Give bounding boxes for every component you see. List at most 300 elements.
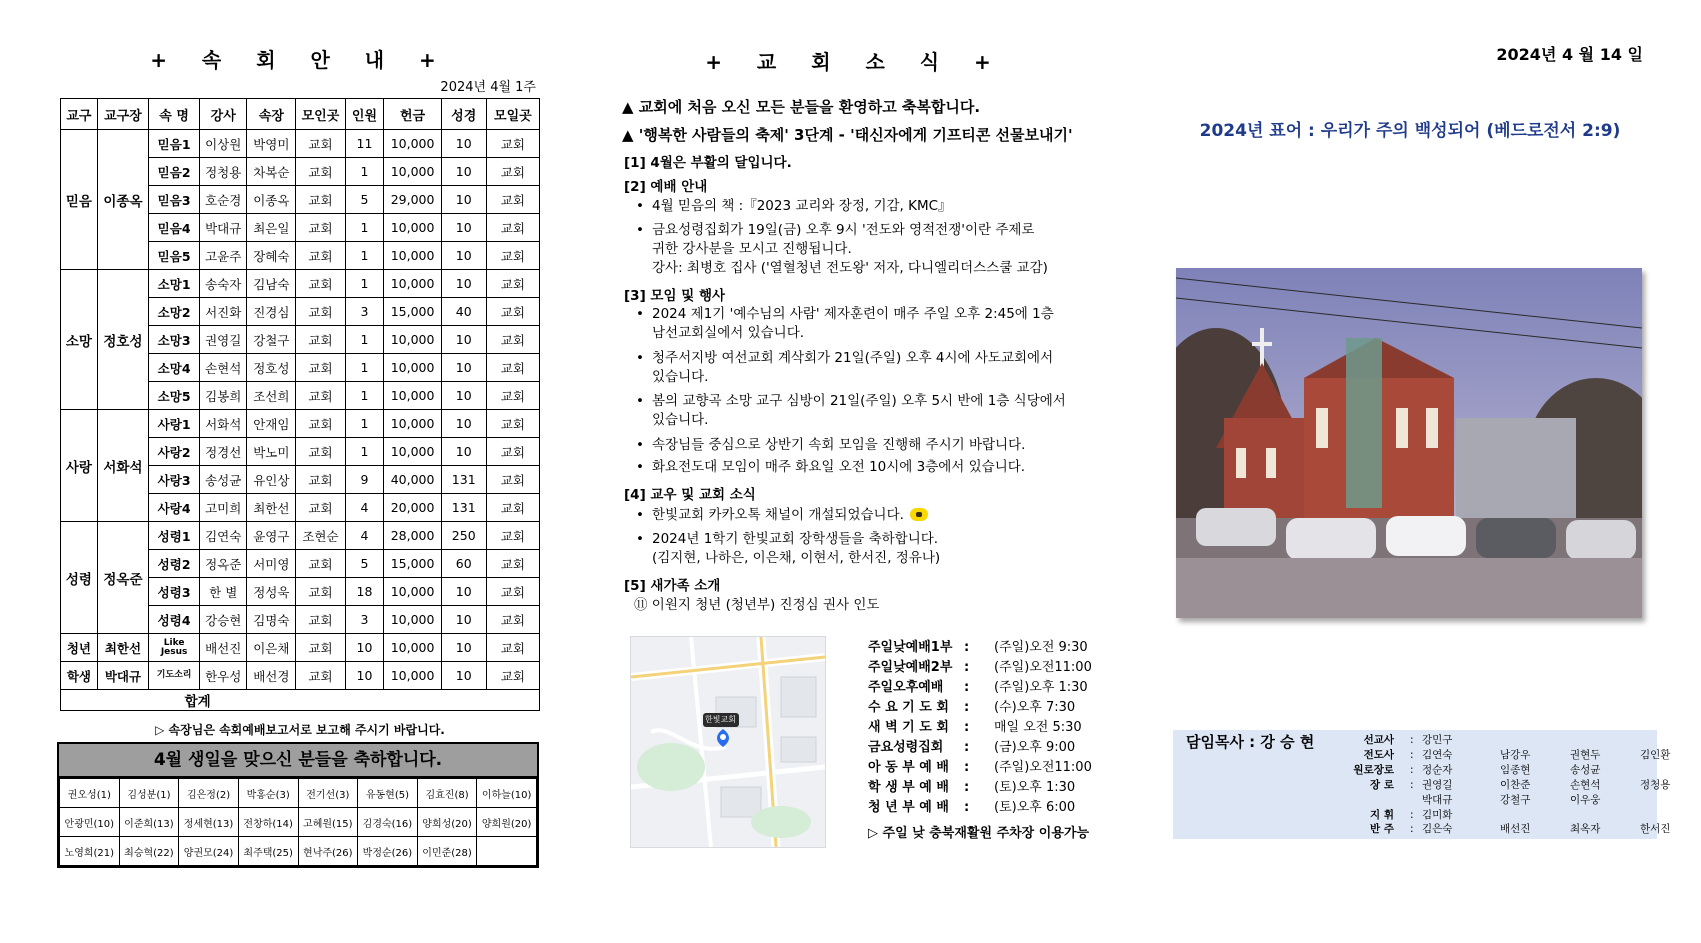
table-cell: 20,000 (384, 494, 441, 522)
table-cell: 서화석 (200, 410, 247, 438)
table-cell: 교회 (486, 634, 539, 662)
table-cell: 권영길 (200, 326, 247, 354)
table-cell: 김남숙 (247, 270, 296, 298)
church-news-title: + 교 회 소 식 + (705, 50, 1005, 74)
service-name: 수 요 기 도 회 (868, 700, 949, 715)
service-row (868, 718, 1098, 738)
service-row (868, 638, 1098, 658)
table-cell: 교회 (296, 466, 345, 494)
col-header: 강사 (200, 99, 247, 130)
table-cell: 250 (441, 522, 486, 550)
church-photo-graphic (1176, 268, 1642, 618)
service-time: (토)오후 6:00 (994, 800, 1076, 815)
table-cell: 교회 (486, 326, 539, 354)
service-time: (금)오후 9:00 (994, 740, 1076, 755)
cell-meeting-body (61, 130, 540, 711)
table-cell: 교회 (486, 242, 539, 270)
table-cell: 한우성 (200, 662, 247, 690)
table-cell: 정옥준 (200, 550, 247, 578)
district-leader: 정호성 (97, 270, 148, 410)
table-cell: 18 (345, 578, 384, 606)
table-cell: 131 (441, 494, 486, 522)
staff-name: 김미화 (1422, 809, 1453, 821)
col-header: 속장 (247, 99, 296, 130)
service-row (868, 678, 1098, 698)
table-cell: 조현순 (296, 522, 345, 550)
table-cell: 15,000 (384, 550, 441, 578)
staff-name: 정순자 (1422, 764, 1453, 776)
table-cell: 10 (441, 158, 486, 186)
church-building-photo (1176, 268, 1642, 618)
col-header: 헌금 (384, 99, 441, 130)
section-5: [5] 새가족 소개 (624, 578, 721, 594)
total-row (61, 690, 540, 711)
staff-name: 남강우 (1500, 749, 1531, 761)
service-time: (토)오후 1:30 (994, 780, 1076, 795)
birthday-name: 김경숙(16) (358, 808, 418, 837)
table-cell: 10 (441, 214, 486, 242)
table-cell: 교회 (486, 298, 539, 326)
table-cell: 성령1 (149, 522, 200, 550)
table-cell: 1 (345, 326, 384, 354)
table-cell: 손현석 (200, 354, 247, 382)
table-cell: 한 별 (200, 578, 247, 606)
col-header: 인원 (345, 99, 384, 130)
table-cell: 소망2 (149, 298, 200, 326)
table-cell: 교회 (486, 382, 539, 410)
table-cell: 4 (345, 494, 384, 522)
news-item: • 2024 제1기 '예수님의 사람' 제자훈련이 매주 주일 오후 2:45에 1층 남선교회실에서 있습니다. (636, 306, 1054, 341)
parking-note: ▷ 주일 낮 충북재활원 주차장 이용가능 (868, 826, 1089, 841)
table-cell: 10,000 (384, 214, 441, 242)
table-cell: 소망5 (149, 382, 200, 410)
table-row (61, 634, 540, 662)
table-cell: 박대규 (200, 214, 247, 242)
table-cell: 10,000 (384, 242, 441, 270)
table-cell: 10,000 (384, 578, 441, 606)
staff-role: 선교사 (1363, 734, 1394, 746)
table-cell: 교회 (296, 186, 345, 214)
table-cell: 교회 (296, 158, 345, 186)
separator: : (964, 700, 970, 715)
table-cell: 이종옥 (247, 186, 296, 214)
table-cell: 10,000 (384, 382, 441, 410)
table-cell: 박노미 (247, 438, 296, 466)
separator: : (964, 720, 970, 735)
table-cell: 10 (441, 270, 486, 298)
table-cell: 29,000 (384, 186, 441, 214)
news-item: • 속장님들 중심으로 상반기 속회 모임을 진행해 주시기 바랍니다. (636, 437, 1026, 453)
table-row (61, 522, 540, 550)
separator: : (964, 680, 970, 695)
col-header: 교구장 (97, 99, 148, 130)
table-cell: 최한선 (247, 494, 296, 522)
table-cell: 이상원 (200, 130, 247, 158)
table-cell: 진경심 (247, 298, 296, 326)
table-cell: 고미희 (200, 494, 247, 522)
table-row (61, 410, 540, 438)
headline-welcome: ▲ 교회에 처음 오신 모든 분들을 환영하고 축복합니다. (622, 98, 981, 116)
birthday-name: 전기선(3) (298, 779, 358, 808)
service-name: 학 생 부 예 배 (868, 780, 949, 795)
table-cell: 교회 (296, 242, 345, 270)
news-item: • 화요전도대 모임이 매주 화요일 오전 10시에 3층에서 있습니다. (636, 459, 1026, 475)
table-cell: 교회 (296, 606, 345, 634)
table-cell: 10 (441, 438, 486, 466)
table-cell: 사랑4 (149, 494, 200, 522)
table-cell: 배선진 (200, 634, 247, 662)
table-cell: 믿음5 (149, 242, 200, 270)
table-cell: 5 (345, 550, 384, 578)
birthday-box (57, 742, 539, 868)
service-time: (주일)오전 9:30 (994, 640, 1088, 655)
birthday-name: 이하늘(10) (477, 779, 537, 808)
total-label: 합계 (149, 690, 247, 711)
leader-note: ▷ 속장님은 속회예배보고서로 보고해 주시기 바랍니다. (155, 723, 445, 737)
birthday-name: 고혜원(15) (298, 808, 358, 837)
total-values (247, 690, 540, 711)
table-cell: 성령4 (149, 606, 200, 634)
staff-role: 전도사 (1363, 749, 1394, 761)
table-cell: 1 (345, 214, 384, 242)
kakao-chat-icon (910, 508, 928, 521)
table-cell: 교회 (296, 382, 345, 410)
table-cell: 고윤주 (200, 242, 247, 270)
table-header-row (61, 99, 540, 130)
table-cell: 교회 (296, 578, 345, 606)
table-cell: 교회 (486, 158, 539, 186)
table-cell: 소망1 (149, 270, 200, 298)
staff-name: 김연숙 (1422, 749, 1453, 761)
birthday-row (60, 837, 537, 866)
birthday-name: 양희원(20) (477, 808, 537, 837)
birthday-name: 양권모(24) (179, 837, 239, 866)
birthday-name: 최승혁(22) (119, 837, 179, 866)
separator: : (1410, 809, 1414, 821)
table-cell: 교회 (486, 550, 539, 578)
service-name: 금요성령집회 (868, 740, 944, 755)
service-name: 주일오후예배 (868, 680, 944, 695)
table-cell: 교회 (296, 130, 345, 158)
table-cell: 10 (441, 186, 486, 214)
table-cell: 소망3 (149, 326, 200, 354)
cell-meeting-date: 2024년 4월 1주 (440, 80, 536, 95)
birthday-name: 권오성(1) (60, 779, 120, 808)
table-cell: 윤영구 (247, 522, 296, 550)
table-cell: 10,000 (384, 606, 441, 634)
table-cell: 1 (345, 382, 384, 410)
birthday-name: 유동현(5) (358, 779, 418, 808)
table-cell: 교회 (486, 130, 539, 158)
staff-name: 강민구 (1422, 734, 1453, 746)
table-cell: 정경선 (200, 438, 247, 466)
cell-meeting-table (60, 98, 540, 711)
table-cell: 10 (441, 382, 486, 410)
service-time: (수)오후 7:30 (994, 700, 1076, 715)
separator: : (1410, 749, 1414, 761)
table-cell: 교회 (486, 438, 539, 466)
table-cell: 김명숙 (247, 606, 296, 634)
table-cell: 최한선 (97, 634, 148, 662)
table-cell: 안재임 (247, 410, 296, 438)
cell-meeting-title: + 속 회 안 내 + (150, 48, 450, 72)
staff-name: 최옥자 (1570, 823, 1601, 835)
table-cell: 교회 (296, 354, 345, 382)
birthday-name: 박홍순(3) (238, 779, 298, 808)
table-cell: 청년 (61, 634, 98, 662)
table-cell: 10 (441, 662, 486, 690)
service-schedule (868, 638, 1098, 818)
table-cell: 10 (345, 634, 384, 662)
table-cell: 1 (345, 354, 384, 382)
table-cell: 교회 (296, 298, 345, 326)
church-location-map[interactable] (630, 636, 826, 848)
table-cell: 10 (441, 326, 486, 354)
district-name: 믿음 (61, 130, 98, 270)
table-cell: 박영미 (247, 130, 296, 158)
table-cell: 10,000 (384, 438, 441, 466)
service-name: 주일낮예배1부 (868, 640, 953, 655)
table-cell: 교회 (296, 662, 345, 690)
table-cell: 교회 (486, 354, 539, 382)
district-leader: 서화석 (97, 410, 148, 522)
birthday-name: 노영희(21) (60, 837, 120, 866)
table-cell: 기도소리 (149, 662, 200, 690)
table-cell: 10,000 (384, 662, 441, 690)
table-cell: 교회 (486, 494, 539, 522)
table-cell: 9 (345, 466, 384, 494)
news-item: • 2024년 1학기 한빛교회 장학생들을 축하합니다. (김지현, 나하은, 이은채, 이현서, 한서진, 정유나) (636, 531, 941, 566)
table-cell: 서미영 (247, 550, 296, 578)
table-cell: 10 (441, 242, 486, 270)
separator: : (964, 760, 970, 775)
service-name: 새 벽 기 도 회 (868, 720, 949, 735)
district-name: 소망 (61, 270, 98, 410)
table-cell: 3 (345, 298, 384, 326)
map-church-label: 한빛교회 (705, 715, 736, 724)
table-cell: 강철구 (247, 326, 296, 354)
table-cell: 송숙자 (200, 270, 247, 298)
staff-name: 강철구 (1500, 794, 1531, 806)
table-cell: 1 (345, 410, 384, 438)
table-cell: 성령2 (149, 550, 200, 578)
table-cell: 15,000 (384, 298, 441, 326)
separator: : (964, 740, 970, 755)
table-cell: 믿음1 (149, 130, 200, 158)
table-cell: 10,000 (384, 130, 441, 158)
staff-name: 김인환 (1640, 749, 1671, 761)
table-cell: Like Jesus (149, 634, 200, 662)
table-cell: 최은일 (247, 214, 296, 242)
table-cell: 믿음3 (149, 186, 200, 214)
table-cell: 11 (345, 130, 384, 158)
separator: : (964, 660, 970, 675)
birthday-name: 김은정(2) (179, 779, 239, 808)
staff-name: 임종현 (1500, 764, 1531, 776)
birthday-name: 김효진(8) (417, 779, 477, 808)
table-cell: 10 (441, 634, 486, 662)
table-cell: 소망4 (149, 354, 200, 382)
news-item: • 4월 믿음의 책 :『2023 교리와 장정, 기감, KMC』 (636, 198, 952, 214)
service-name: 주일낮예배2부 (868, 660, 953, 675)
table-cell: 40 (441, 298, 486, 326)
service-time: (주일)오후 1:30 (994, 680, 1088, 695)
birthday-row (60, 808, 537, 837)
birthday-grid (59, 778, 537, 866)
table-cell: 성령3 (149, 578, 200, 606)
birthday-name: 박정순(26) (358, 837, 418, 866)
service-name: 청 년 부 예 배 (868, 800, 949, 815)
district-name: 사랑 (61, 410, 98, 522)
service-row (868, 758, 1098, 778)
staff-name: 송성균 (1570, 764, 1601, 776)
table-cell: 사랑2 (149, 438, 200, 466)
table-cell: 교회 (486, 410, 539, 438)
separator: : (964, 640, 970, 655)
table-cell: 10 (441, 578, 486, 606)
table-cell: 교회 (296, 410, 345, 438)
table-cell: 교회 (486, 270, 539, 298)
staff-name: 배선진 (1500, 823, 1531, 835)
table-cell: 10 (441, 130, 486, 158)
table-cell: 1 (345, 438, 384, 466)
service-time: 매일 오전 5:30 (994, 720, 1082, 735)
table-cell: 10 (345, 662, 384, 690)
staff-role: 장 로 (1370, 779, 1394, 791)
table-cell: 교회 (296, 214, 345, 242)
section-1: [1] 4월은 부활의 달입니다. (624, 155, 792, 171)
service-time: (주일)오전11:00 (994, 660, 1092, 675)
table-cell: 유인상 (247, 466, 296, 494)
map-graphic (631, 637, 825, 847)
table-cell: 정호성 (247, 354, 296, 382)
birthday-name: 안광민(10) (60, 808, 120, 837)
table-cell: 서진화 (200, 298, 247, 326)
table-cell: 믿음2 (149, 158, 200, 186)
separator: : (964, 780, 970, 795)
table-cell: 교회 (486, 606, 539, 634)
separator: : (1410, 823, 1414, 835)
table-cell: 교회 (486, 466, 539, 494)
service-row (868, 778, 1098, 798)
table-cell: 송성균 (200, 466, 247, 494)
col-header: 교구 (61, 99, 98, 130)
table-row (61, 130, 540, 158)
service-row (868, 658, 1098, 678)
table-cell: 사랑1 (149, 410, 200, 438)
district-name: 성령 (61, 522, 98, 634)
staff-role: 원로장로 (1353, 764, 1394, 776)
table-cell: 교회 (486, 578, 539, 606)
birthday-title: 4월 생일을 맞으신 분들을 축하합니다. (59, 744, 537, 778)
staff-name: 박대규 (1422, 794, 1453, 806)
table-cell: 교회 (296, 550, 345, 578)
birthday-name: 정세현(13) (179, 808, 239, 837)
col-header: 성경 (441, 99, 486, 130)
table-cell: 이은채 (247, 634, 296, 662)
table-cell: 10,000 (384, 158, 441, 186)
birthday-name: 양희성(20) (417, 808, 477, 837)
service-time: (주일)오전11:00 (994, 760, 1092, 775)
staff-name: 김은숙 (1422, 823, 1453, 835)
service-row (868, 698, 1098, 718)
birthday-name: 김성분(1) (119, 779, 179, 808)
bulletin-date: 2024년 4 월 14 일 (1496, 45, 1643, 64)
section-3: [3] 모임 및 행사 (624, 288, 726, 304)
birthday-row (60, 779, 537, 808)
table-cell: 김봉희 (200, 382, 247, 410)
table-cell: 차복순 (247, 158, 296, 186)
table-cell: 교회 (486, 214, 539, 242)
table-cell: 김연숙 (200, 522, 247, 550)
table-cell: 교회 (296, 270, 345, 298)
col-header: 모일곳 (486, 99, 539, 130)
staff-name: 권현두 (1570, 749, 1601, 761)
separator: : (964, 800, 970, 815)
table-cell: 박대규 (97, 662, 148, 690)
staff-role: 지 휘 (1370, 809, 1394, 821)
separator: : (1410, 734, 1414, 746)
news-item: • 봄의 교향곡 소망 교구 심방이 21일(주일) 오후 5시 반에 1층 식당에서 있습니다. (636, 393, 1066, 428)
news-item: • 한빛교회 카카오톡 채널이 개설되었습니다. (636, 506, 1106, 525)
table-cell: 131 (441, 466, 486, 494)
birthday-name: 현낙주(26) (298, 837, 358, 866)
table-cell: 10,000 (384, 354, 441, 382)
staff-name: 권영길 (1422, 779, 1453, 791)
table-row (61, 662, 540, 690)
table-cell: 정청용 (200, 158, 247, 186)
table-cell: 교회 (296, 494, 345, 522)
birthday-name (477, 837, 537, 866)
table-cell: 사랑3 (149, 466, 200, 494)
news-item: • 청주서지방 여선교회 계삭회가 21일(주일) 오후 4시에 사도교회에서 있습니다. (636, 350, 1054, 385)
table-cell: 조선희 (247, 382, 296, 410)
table-cell: 교회 (296, 634, 345, 662)
separator: : (1410, 779, 1414, 791)
table-cell: 1 (345, 242, 384, 270)
table-cell: 10 (441, 410, 486, 438)
table-cell: 10,000 (384, 326, 441, 354)
table-cell: 10,000 (384, 410, 441, 438)
table-cell: 10 (441, 354, 486, 382)
table-cell: 28,000 (384, 522, 441, 550)
table-cell: 교회 (296, 326, 345, 354)
table-cell: 배선경 (247, 662, 296, 690)
table-cell: 교회 (486, 522, 539, 550)
table-cell: 10 (441, 606, 486, 634)
headline-festival: ▲ '행복한 사람들의 축제' 3단계 - '태신자에게 기프티콘 선물보내기' (622, 126, 1073, 144)
table-cell: 장혜숙 (247, 242, 296, 270)
table-row (61, 270, 540, 298)
table-cell: 학생 (61, 662, 98, 690)
district-leader: 정옥준 (97, 522, 148, 634)
table-cell: 1 (345, 158, 384, 186)
staff-name: 정청용 (1640, 779, 1671, 791)
birthday-name: 이민준(28) (417, 837, 477, 866)
table-cell: 5 (345, 186, 384, 214)
staff-name: 한서진 (1640, 823, 1671, 835)
table-cell: 40,000 (384, 466, 441, 494)
table-cell: 10,000 (384, 270, 441, 298)
senior-pastor: 담임목사 : 강 승 현 (1186, 733, 1315, 751)
service-row (868, 798, 1098, 818)
service-row (868, 738, 1098, 758)
table-cell: 10,000 (384, 634, 441, 662)
table-cell: 정성욱 (247, 578, 296, 606)
yearly-motto: 2024년 표어 : 우리가 주의 백성되어 (베드로전서 2:9) (1199, 121, 1621, 141)
table-cell: 4 (345, 522, 384, 550)
table-cell: 강승현 (200, 606, 247, 634)
